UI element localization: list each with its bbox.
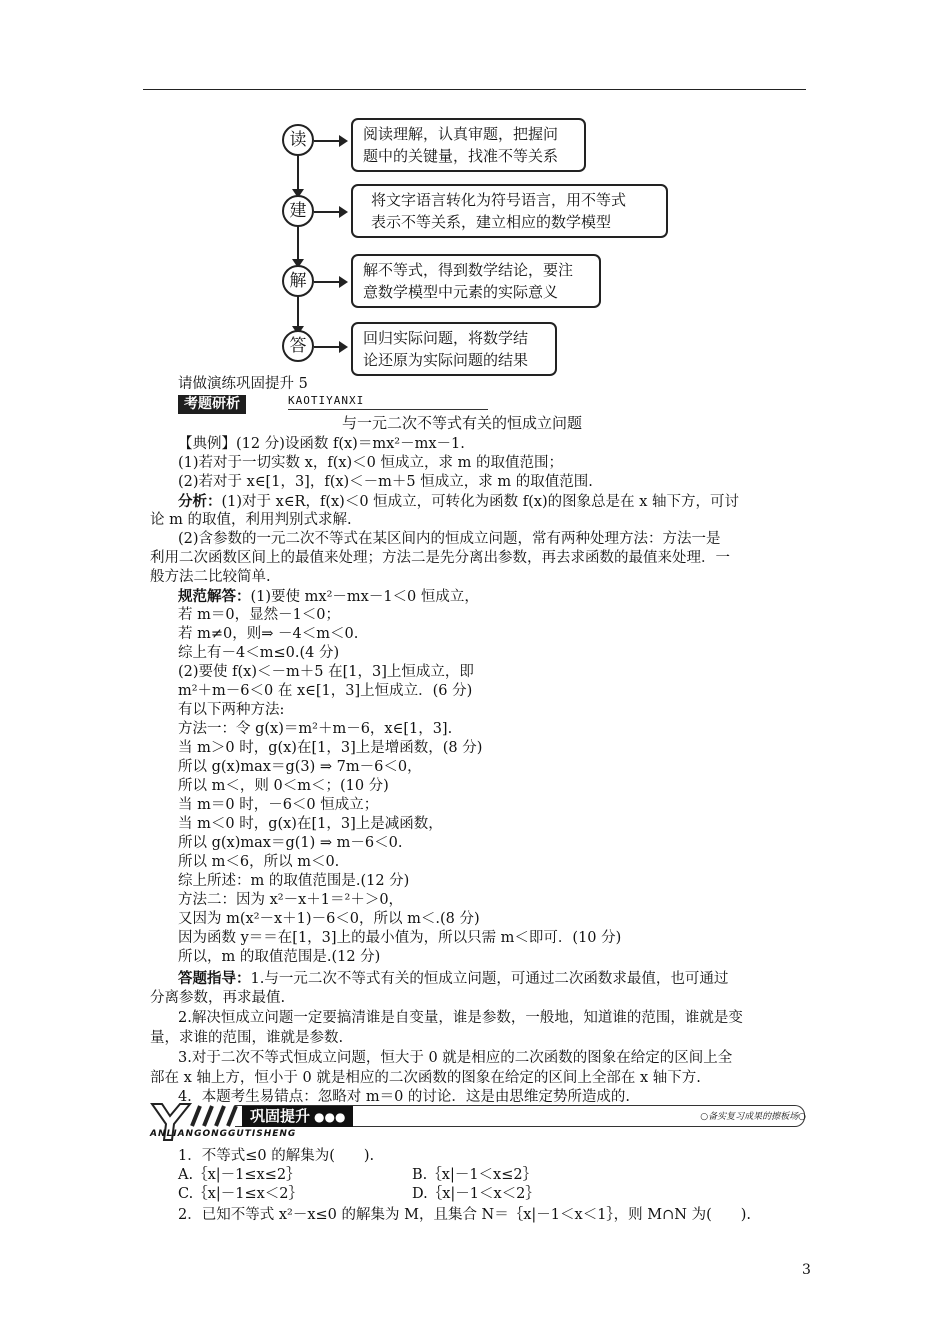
- body-line: 2.解决恒成立问题一定要搞清谁是自变量，谁是参数，一般地，知道谁的范围，谁就是变: [178, 1010, 743, 1026]
- flow-step-circle: 建: [282, 195, 314, 227]
- body-line: 论 m 的取值，利用判别式求解.: [150, 512, 352, 528]
- flow-box-line: 意数学模型中元素的实际意义: [363, 283, 559, 301]
- option-b: B.｛x|－1＜x≤2｝: [412, 1167, 538, 1183]
- body-line: 般方法二比较简单.: [150, 569, 271, 585]
- option-c: C.｛x|－1≤x＜2｝: [178, 1186, 304, 1202]
- body-line: 综上有－4＜m≤0.(4 分): [178, 645, 340, 661]
- flow-step-circle: 解: [282, 265, 314, 297]
- body-line: 4．本题考生易错点：忽略对 m＝0 的讨论．这是由思维定势所造成的.: [178, 1089, 631, 1105]
- body-line: (1)若对于一切实数 x，f(x)＜0 恒成立，求 m 的取值范围；: [178, 455, 563, 471]
- body-line: 3.对于二次不等式恒成立问题，恒大于 0 就是相应的二次函数的图象在给定的区间上全: [178, 1050, 733, 1066]
- question-2: 2．已知不等式 x²－x≤0 的解集为 M，且集合 N＝｛x|－1＜x＜1｝，则 M∩N 为( ).: [178, 1207, 752, 1223]
- section-banner: [178, 393, 365, 412]
- flow-box-line: 论还原为实际问题的结果: [363, 351, 529, 369]
- body-line: 有以下两种方法:: [178, 702, 285, 718]
- practice-note: 请做演练巩固提升 5: [178, 376, 308, 392]
- body-line: (2)若对于 x∈[1，3]，f(x)＜－m＋5 恒成立，求 m 的取值范围.: [178, 474, 593, 490]
- body-line: 又因为 m(x²－x＋1)－6＜0，所以 m＜.(8 分): [178, 911, 480, 927]
- body-line: 部在 x 轴上方，恒小于 0 就是相应的二次函数的图象在给定的区间上全部在 x 轴下方.: [150, 1070, 701, 1086]
- flow-box-line: 题中的关键量，找准不等关系: [363, 147, 559, 165]
- body-line: 所以，m 的取值范围是.(12 分): [178, 949, 381, 965]
- flow-box: [351, 254, 601, 308]
- flow-step-circle: 读: [282, 124, 314, 156]
- option-d: D.｛x|－1＜x＜2｝: [412, 1186, 540, 1202]
- body-line: 当 m＞0 时，g(x)在[1，3]上是增函数，(8 分): [178, 740, 483, 756]
- body-line: 若 m＝0，显然－1＜0；: [178, 607, 341, 623]
- flow-step-circle: 答: [282, 330, 314, 362]
- flow-box: [351, 322, 557, 376]
- body-line: 所以 m＜6，所以 m＜0.: [178, 854, 340, 870]
- body-text: (1)对于 x∈R，f(x)＜0 恒成立，可转化为函数 f(x)的图象总是在 x 轴下方，可讨: [221, 494, 740, 510]
- guide-label: 答题指导：: [178, 970, 251, 987]
- solution-line: [178, 587, 479, 607]
- body-line: (2)要使 f(x)＜－m＋5 在[1，3]上恒成立，即: [178, 664, 474, 680]
- flow-box-line: 回归实际问题，将数学结: [363, 329, 529, 347]
- banner2-title-box: 巩固提升 ●●●: [242, 1106, 353, 1127]
- flow-box-line: 解不等式，得到数学结论，要注: [363, 261, 574, 279]
- page-number: 3: [802, 1262, 811, 1278]
- banner-subtitle: KAOTIYANXI: [288, 393, 488, 410]
- option-a: A.｛x|－1≤x≤2｝: [178, 1167, 301, 1183]
- flow-box: [351, 184, 668, 238]
- body-line: 若 m≠0，则⇒ －4＜m＜0.: [178, 626, 359, 642]
- body-line: 分离参数，再求最值.: [150, 990, 286, 1006]
- analysis-line: [178, 492, 739, 512]
- consolidation-banner: [150, 1102, 810, 1142]
- body-line: 所以 g(x)max＝g(1) ⇒ m－6＜0.: [178, 835, 403, 851]
- solution-label: 规范解答：: [178, 588, 251, 605]
- body-line: 方法二：因为 x²－x＋1＝²＋＞0，: [178, 892, 404, 908]
- flow-box-line: 阅读理解，认真审题，把握问: [363, 125, 559, 143]
- header-rule: [143, 89, 806, 90]
- flow-box-line: 表示不等关系，建立相应的数学模型: [371, 213, 612, 231]
- banner2-title: 巩固提升: [250, 1107, 311, 1125]
- body-line: 当 m＝0 时，－6＜0 恒成立；: [178, 797, 379, 813]
- body-line: 综上所述：m 的取值范围是.(12 分): [178, 873, 410, 889]
- body-line: m²＋m－6＜0 在 x∈[1，3]上恒成立．(6 分): [178, 683, 473, 699]
- flow-connector: [297, 295, 299, 330]
- flow-arrow-icon: [314, 346, 344, 348]
- body-line: 方法一：令 g(x)＝m²＋m－6，x∈[1，3].: [178, 721, 453, 737]
- flow-arrow-icon: [314, 140, 344, 142]
- flow-arrow-icon: [314, 211, 344, 213]
- guide-line: [178, 969, 728, 989]
- flow-box: [351, 118, 586, 172]
- body-line: 当 m＜0 时，g(x)在[1，3]上是减函数，: [178, 816, 443, 832]
- banner-title: 考题研析: [178, 395, 246, 414]
- analysis-label: 分析：: [178, 493, 222, 510]
- flow-arrow-icon: [314, 281, 344, 283]
- body-text: 1.与一元二次不等式有关的恒成立问题，可通过二次函数求最值，也可通过: [250, 971, 729, 987]
- body-line: (2)含参数的一元二次不等式在某区间内的恒成立问题，常有两种处理方法：方法一是: [178, 531, 721, 547]
- section-title: 与一元二次不等式有关的恒成立问题: [342, 414, 583, 432]
- banner2-tagline: ○备实复习成果的擦板场○: [700, 1112, 806, 1122]
- body-text: (1)要使 mx²－mx－1＜0 恒成立，: [250, 589, 479, 605]
- body-line: 所以 g(x)max＝g(3) ⇒ 7m－6＜0，: [178, 759, 422, 775]
- body-line: 所以 m＜，则 0＜m＜；(10 分): [178, 778, 389, 794]
- body-line: 量，求谁的范围，谁就是参数.: [150, 1030, 344, 1046]
- question-1: 1．不等式≤0 的解集为( ).: [178, 1148, 375, 1164]
- flow-box-line: 将文字语言转化为符号语言，用不等式: [371, 191, 627, 209]
- example-line: 【典例】(12 分)设函数 f(x)＝mx²－mx－1.: [178, 436, 465, 452]
- banner2-subtitle: ANLIANGONGGUTISHENG: [150, 1129, 297, 1139]
- body-line: 因为函数 y＝＝在[1，3]上的最小值为，所以只需 m＜即可．(10 分): [178, 930, 622, 946]
- body-line: 利用二次函数区间上的最值来处理；方法二是先分离出参数，再去求函数的最值来处理．一: [150, 550, 730, 566]
